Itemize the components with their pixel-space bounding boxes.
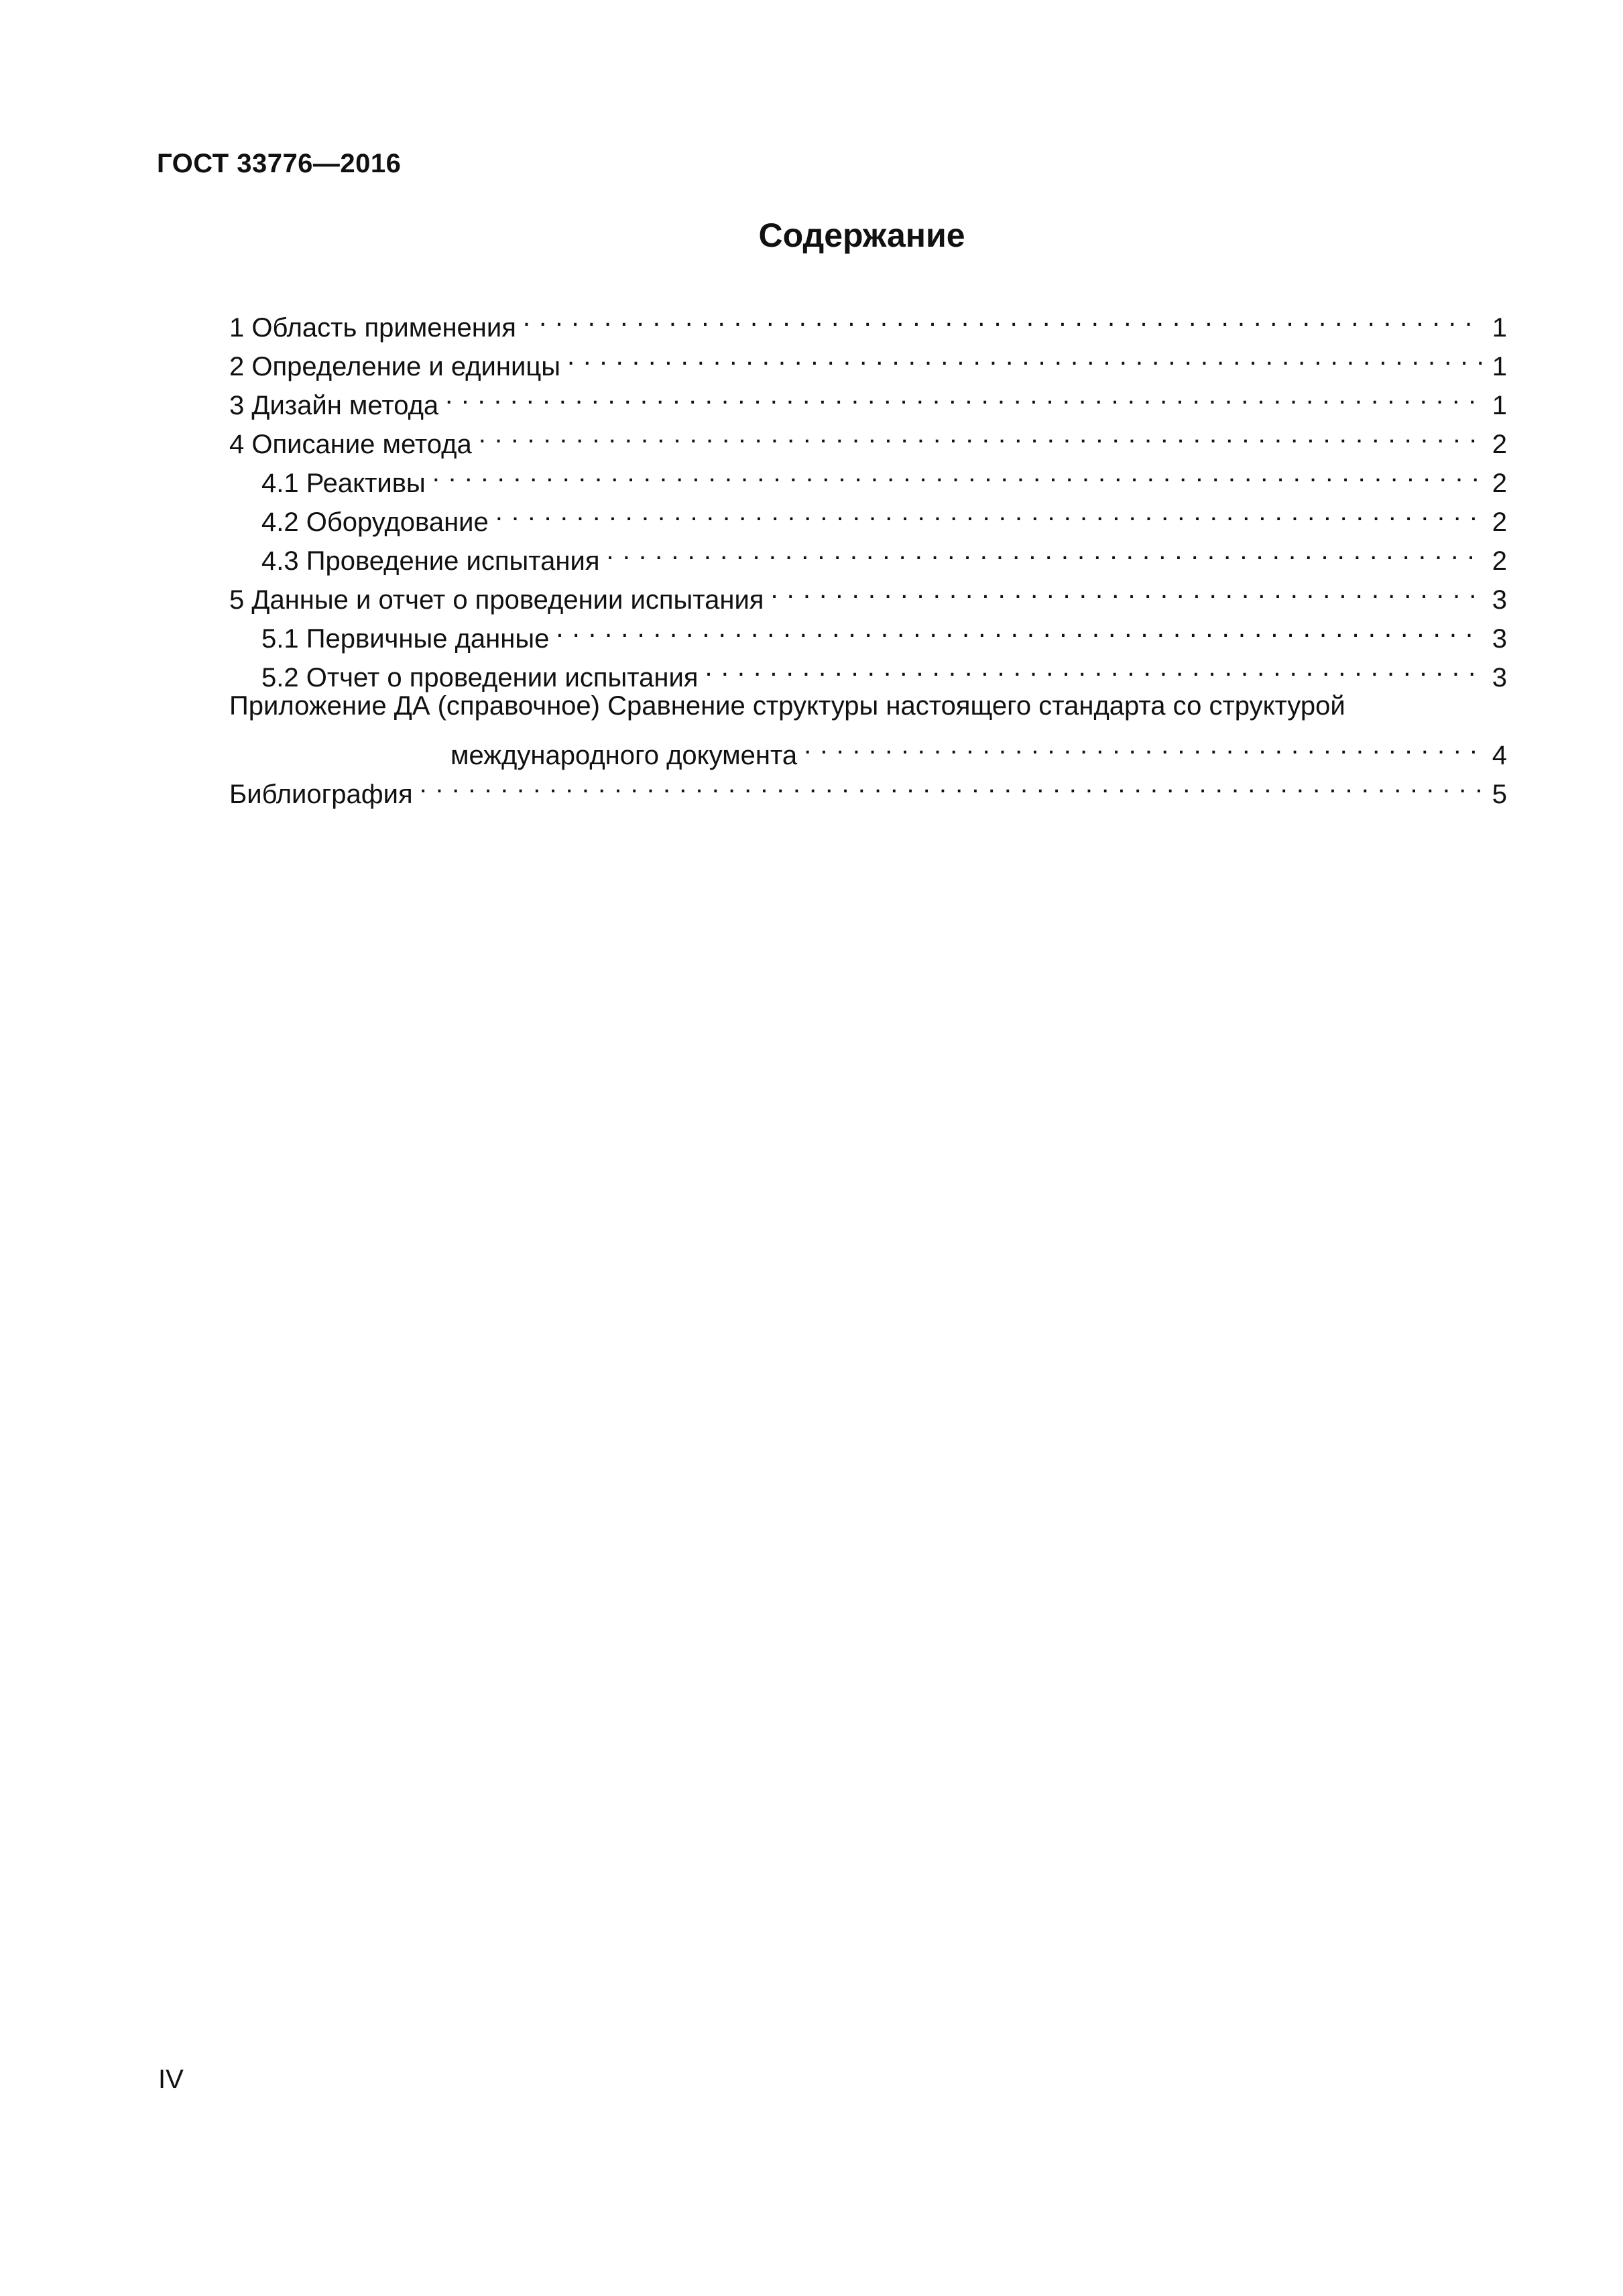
toc-dot-leader bbox=[445, 375, 1483, 414]
table-of-contents bbox=[229, 298, 1507, 809]
toc-entry-label: 4.1 Реактивы bbox=[261, 469, 426, 498]
toc-entry-page: 2 bbox=[1492, 546, 1507, 576]
toc-dot-leader bbox=[567, 337, 1483, 375]
document-code: ГОСТ 33776—2016 bbox=[157, 149, 402, 178]
toc-dot-leader bbox=[804, 725, 1483, 764]
toc-annex-entry-continuation[interactable] bbox=[229, 725, 1507, 770]
toc-dot-leader bbox=[420, 764, 1483, 803]
toc-entry-page: 2 bbox=[1492, 430, 1507, 459]
toc-entry-label: Библиография bbox=[229, 780, 413, 809]
toc-dot-leader bbox=[556, 609, 1483, 648]
toc-bibliography-entry[interactable] bbox=[229, 764, 1507, 809]
toc-entry-label: 5 Данные и отчет о проведении испытания bbox=[229, 585, 764, 615]
toc-dot-leader bbox=[432, 453, 1483, 492]
toc-entry-label: 4 Описание метода bbox=[229, 430, 472, 459]
toc-entry-label: 2 Определение и единицы bbox=[229, 352, 560, 381]
toc-annex-entry[interactable] bbox=[229, 686, 1507, 725]
toc-entry-label: 4.3 Проведение испытания bbox=[261, 546, 600, 576]
toc-entry-label: 4.2 Оборудование bbox=[261, 507, 489, 537]
toc-entry-label: 3 Дизайн метода bbox=[229, 391, 439, 420]
toc-dot-leader bbox=[606, 531, 1483, 570]
toc-entry[interactable] bbox=[229, 298, 1507, 343]
toc-dot-leader bbox=[479, 414, 1483, 453]
toc-entry-page: 4 bbox=[1492, 741, 1507, 770]
toc-entry-page: 3 bbox=[1492, 624, 1507, 654]
toc-entry-page: 3 bbox=[1492, 585, 1507, 615]
toc-annex-title-line1: Приложение ДА (справочное) Сравнение структуры настоящего стандарта со структурой bbox=[229, 691, 1345, 721]
toc-entry-page: 1 bbox=[1492, 391, 1507, 420]
toc-entry-page: 2 bbox=[1492, 469, 1507, 498]
toc-entry-label: 5.1 Первичные данные bbox=[261, 624, 550, 654]
toc-entry-page: 1 bbox=[1492, 352, 1507, 381]
toc-dot-leader bbox=[495, 492, 1483, 531]
toc-entry-page: 3 bbox=[1492, 663, 1507, 692]
toc-entry-label: 1 Область применения bbox=[229, 313, 516, 343]
toc-dot-leader bbox=[523, 298, 1483, 337]
toc-dot-leader bbox=[770, 570, 1483, 609]
toc-dot-leader bbox=[705, 648, 1483, 686]
page-number: IV bbox=[158, 2065, 184, 2094]
toc-title: Содержание bbox=[758, 217, 965, 254]
toc-entry-page: 1 bbox=[1492, 313, 1507, 343]
toc-entry-label: 5.2 Отчет о проведении испытания bbox=[261, 663, 699, 692]
toc-entry-page: 5 bbox=[1492, 780, 1507, 809]
toc-entry-page: 2 bbox=[1492, 507, 1507, 537]
toc-annex-title-line2: международного документа bbox=[450, 741, 798, 770]
